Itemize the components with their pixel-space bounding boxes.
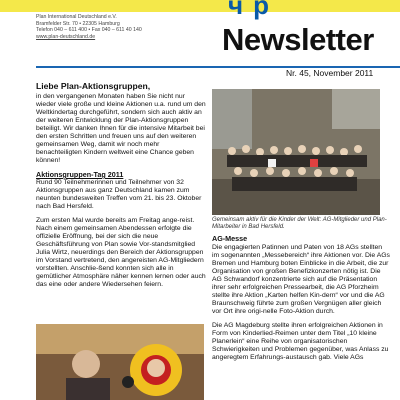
greeting-heading: Liebe Plan-Aktionsgruppen, <box>36 81 151 91</box>
intro-paragraph: in den vergangenen Monaten haben Sie nicht nur wieder viele große und kleine Aktionen u.a. rund um den Weltkindertag durchgeführt, sondern sich auch aktiv an der weiteren Entwicklung der Plan-Aktionsgruppen beteiligt. Wir danken Ihnen für die intensive Mitarbeit bei den ersten Schritten und freuen uns auf den weiteren gemeinsamen Weg, damit wir noch mehr benachteiligten Kindern weltweit eine Chance geben können! <box>36 93 206 164</box>
section-title-aktionsgruppen-tag: Aktionsgruppen-Tag 2011 <box>36 170 124 179</box>
messe-paragraph-1: Die engagierten Patinnen und Paten von 18 AGs stellten im sogenannten „Messebereich“ ihre Aktionen vor. Die AGs Bremen und Hamburg boten Einblicke in die Arbeit, die zur Organisation von großen Benefizkonzerten nötig ist. Die AG Schwandorf konzentrierte sich auf die Präsentation ihrer sehr erfolgreichen Pressearbeit, die AG Pforzheim stellte ihre Aktion „Karten helfen Kin-dern“ vor und die AG Braunschweig führte zum großen Vergnügen aller gleich vor Ort ihre origi-nelle Foto-Aktion durch. <box>212 244 390 316</box>
group-photo-image <box>212 89 380 215</box>
issue-number: Nr. 45, November 2011 <box>286 68 374 78</box>
right-column <box>212 89 390 368</box>
website-link[interactable]: www.plan-deutschland.de <box>36 33 96 40</box>
street-address: Bramfelder Str. 70 • 22305 Hamburg <box>36 20 120 27</box>
left-column <box>36 81 206 295</box>
newsletter-title: Newsletter <box>222 22 374 57</box>
section-paragraph-1: Rund 90 Teilnehmerinnen und Teilnehmer von 32 Aktionsgruppen aus ganz Deutschland kamen zum neunten bundesweiten Treffen vom 21. bis 23. Oktober nach Bad Hersfeld. <box>36 179 202 211</box>
org-name: Plan International Deutschland e.V. <box>36 14 117 20</box>
messe-paragraph-2: Die AG Magdeburg stellte ihren erfolgreichen Aktionen in Form von Kinderlied-Reimen unter dem Titel „10 kleine Planerlein“ eine Reihe von organisatorischen Schwierigkeiten und Problemen gegenüber, was Anlass zu angeregtem Erfahrungs-austausch gab. Viele AGs <box>212 322 389 362</box>
group-photo <box>212 89 380 215</box>
organization-address <box>36 14 142 40</box>
section-title-ag-messe: AG-Messe <box>212 234 248 243</box>
phone-fax: Telefon 040 – 611 400 • Fax 040 – 611 40 140 <box>36 27 142 34</box>
event-photo-image <box>36 324 204 400</box>
photo-caption: Gemeinsam aktiv für die Kinder der Welt: AG-Mitglieder und Plan-Mitarbeiter in Bad Hersfeld. <box>212 217 387 230</box>
section-paragraph-2: Zum ersten Mal wurde bereits am Freitag ange-reist. Nach einem gemeinsamen Abendessen erfolgte die offizielle Eröffnung, bei der sich die neue Geschäftsführung von Plan sowie Vor-standsmitglied Julia Wirtz, neuerdings den Bereich der Aktionsgruppen im Vorstand vertretend, den angereisten AG-Mitgliedern vorstellten. Anschlie-ßend konnten sich alle in gemütlicher Atmosphäre näher kennen lernen oder auch das eine oder andere Wiedersehen feiern. <box>36 217 206 289</box>
plan-logo-fragment: чр <box>228 0 279 20</box>
event-photo <box>36 324 204 400</box>
header-yellow-band <box>0 0 400 12</box>
